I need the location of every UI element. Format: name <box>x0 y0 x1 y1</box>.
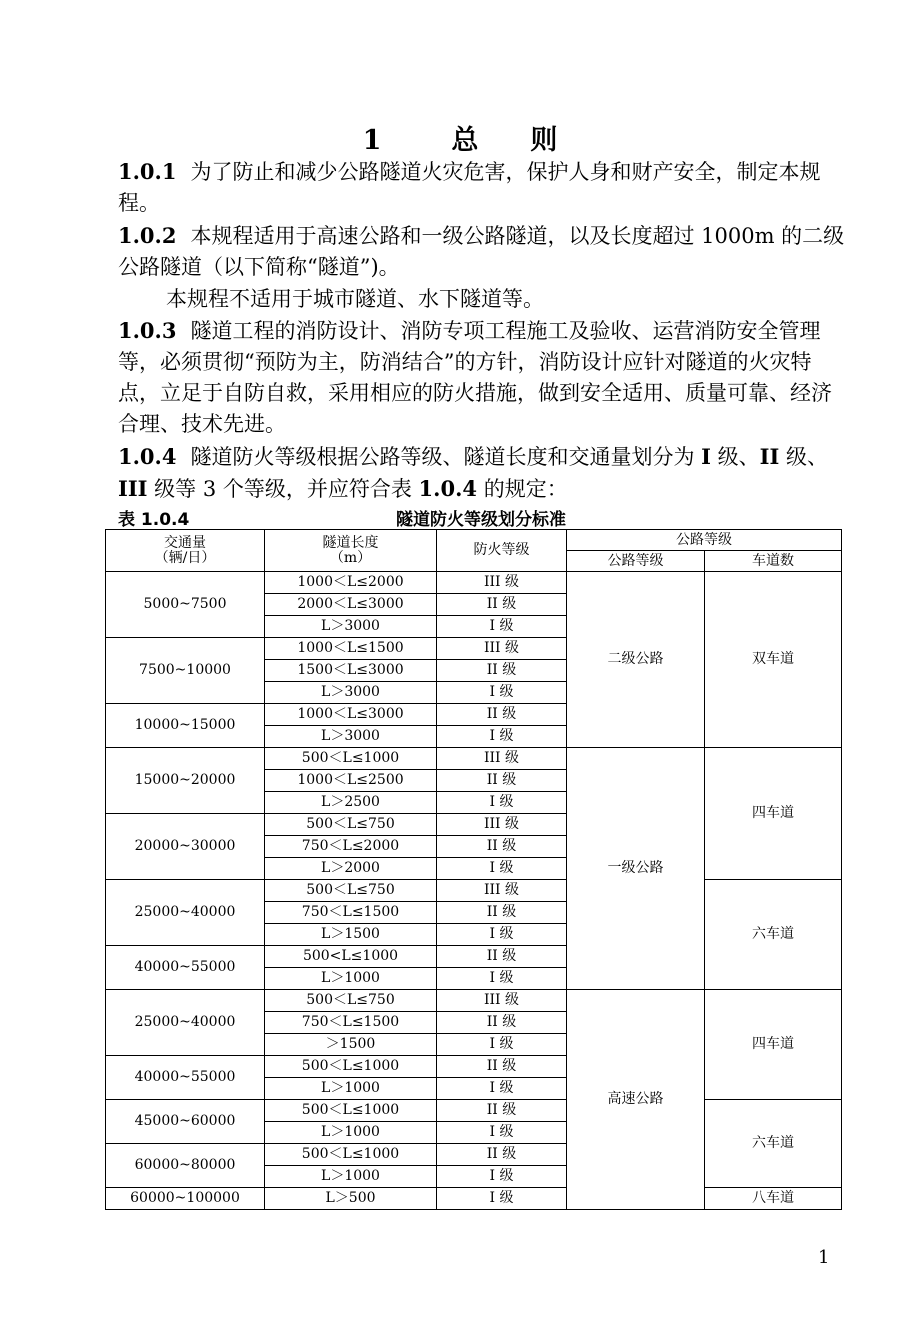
clause-text: 本规程不适用于城市隧道、水下隧道等。 <box>166 287 544 311</box>
lanes-cell: 六车道 <box>705 1100 842 1188</box>
section-title <box>0 118 920 157</box>
traffic-cell: 25000~40000 <box>106 880 265 946</box>
clause-text: 级、 <box>779 445 829 469</box>
clause-text: 本规程适用于高速公路和一级公路隧道，以及长度超过 1000m 的二级公路隧道（以下简称“隧道”)。 <box>118 224 845 279</box>
table-caption <box>118 505 848 529</box>
length-cell: L＞1000 <box>265 1166 437 1188</box>
length-cell: L＞2500 <box>265 792 437 814</box>
header-grade: 防火等级 <box>437 530 567 572</box>
length-cell: ＞1500 <box>265 1034 437 1056</box>
clause-text: 级等 3 个等级，并应符合表 <box>147 477 419 501</box>
table-title: 隧道防火等级划分标准 <box>396 510 566 530</box>
clause-1-0-3 <box>118 315 848 440</box>
header-length <box>265 530 437 572</box>
length-cell: 500＜L≤1000 <box>265 1144 437 1166</box>
length-cell: 1000＜L≤2500 <box>265 770 437 792</box>
clause-1-0-4 <box>118 441 848 505</box>
grade-cell: II 级 <box>437 836 567 858</box>
road-class-cell: 高速公路 <box>567 990 705 1210</box>
length-cell: 750＜L≤2000 <box>265 836 437 858</box>
grade-cell: II 级 <box>437 660 567 682</box>
length-cell: L＞1500 <box>265 924 437 946</box>
grade-cell: I 级 <box>437 1188 567 1210</box>
section-number: 1 <box>362 125 382 156</box>
grade-cell: I 级 <box>437 968 567 990</box>
length-cell: 2000＜L≤3000 <box>265 594 437 616</box>
grade-cell: II 级 <box>437 1100 567 1122</box>
traffic-cell: 60000~100000 <box>106 1188 265 1210</box>
length-cell: 500＜L≤1000 <box>265 1100 437 1122</box>
traffic-cell: 10000~15000 <box>106 704 265 748</box>
grade-cell: I 级 <box>437 616 567 638</box>
clause-text: 隧道防火等级根据公路等级、隧道长度和交通量划分为 <box>190 445 702 469</box>
clause-text: 为了防止和减少公路隧道火灾危害，保护人身和财产安全，制定本规程。 <box>118 160 821 215</box>
lanes-cell: 六车道 <box>705 880 842 990</box>
clause-number: 1.0.1 <box>118 159 177 184</box>
length-cell: 1000＜L≤1500 <box>265 638 437 660</box>
traffic-cell: 20000~30000 <box>106 814 265 880</box>
grade-ref: I <box>701 444 711 469</box>
length-cell: 500＜L≤750 <box>265 814 437 836</box>
grade-cell: III 级 <box>437 748 567 770</box>
grade-cell: I 级 <box>437 924 567 946</box>
title-char-2: 则 <box>530 125 558 156</box>
grade-cell: II 级 <box>437 1144 567 1166</box>
length-cell: L＞1000 <box>265 1122 437 1144</box>
header-lanes: 车道数 <box>705 551 842 572</box>
header-text: （辆/日） <box>154 549 216 566</box>
grade-ref: III <box>118 476 148 501</box>
traffic-cell: 15000~20000 <box>106 748 265 814</box>
length-cell: 500＜L≤750 <box>265 880 437 902</box>
table-ref: 1.0.4 <box>418 476 478 501</box>
header-road-class: 公路等级 <box>567 551 705 572</box>
clause-1-0-1 <box>118 156 848 219</box>
lanes-cell: 八车道 <box>705 1188 842 1210</box>
grade-cell: I 级 <box>437 682 567 704</box>
grade-cell: II 级 <box>437 946 567 968</box>
header-text: 隧道长度 <box>322 534 379 551</box>
traffic-cell: 45000~60000 <box>106 1100 265 1144</box>
length-cell: L＞3000 <box>265 682 437 704</box>
length-cell: L＞1000 <box>265 1078 437 1100</box>
grade-cell: III 级 <box>437 990 567 1012</box>
grade-cell: I 级 <box>437 1166 567 1188</box>
clause-number: 1.0.4 <box>118 444 177 469</box>
length-cell: L＞1000 <box>265 968 437 990</box>
grade-cell: III 级 <box>437 880 567 902</box>
header-road: 公路等级 <box>567 530 842 551</box>
road-class-cell: 二级公路 <box>567 572 705 748</box>
table-number: 表 1.0.4 <box>118 510 190 530</box>
header-traffic <box>106 530 265 572</box>
grade-cell: II 级 <box>437 1056 567 1078</box>
clause-text: 隧道工程的消防设计、消防专项工程施工及验收、运营消防安全管理等，必须贯彻“预防为主，防消结合”的方针，消防设计应针对隧道的火灾特点，立足于自防自救，采用相应的防火措施，做到安全适用、质量可靠、经济合理、技术先进。 <box>118 319 832 436</box>
grade-ref: II <box>759 444 780 469</box>
length-cell: 1000＜L≤3000 <box>265 704 437 726</box>
header-text: 交通量 <box>164 534 206 551</box>
grade-cell: I 级 <box>437 1078 567 1100</box>
road-class-cell: 一级公路 <box>567 748 705 990</box>
traffic-cell: 60000~80000 <box>106 1144 265 1188</box>
traffic-cell: 40000~55000 <box>106 1056 265 1100</box>
clause-1-0-2-note <box>118 284 848 315</box>
grade-cell: III 级 <box>437 638 567 660</box>
clause-1-0-2 <box>118 220 848 283</box>
grade-cell: I 级 <box>437 792 567 814</box>
clause-text: 的规定： <box>477 477 568 501</box>
length-cell: L＞3000 <box>265 616 437 638</box>
grade-cell: I 级 <box>437 1034 567 1056</box>
length-cell: 500＜L≤1000 <box>265 1056 437 1078</box>
length-cell: 750＜L≤1500 <box>265 1012 437 1034</box>
grade-cell: III 级 <box>437 814 567 836</box>
length-cell: 1500＜L≤3000 <box>265 660 437 682</box>
length-cell: L＞500 <box>265 1188 437 1210</box>
grade-cell: II 级 <box>437 902 567 924</box>
grade-cell: III 级 <box>437 572 567 594</box>
length-cell: 500＜L≤1000 <box>265 748 437 770</box>
lanes-cell: 四车道 <box>705 990 842 1100</box>
grade-cell: I 级 <box>437 726 567 748</box>
header-text: （m） <box>329 549 372 566</box>
title-char-1: 总 <box>451 125 479 156</box>
length-cell: 500<L≤1000 <box>265 946 437 968</box>
fire-grade-table <box>105 529 842 1210</box>
traffic-cell: 5000~7500 <box>106 572 265 638</box>
length-cell: L＞2000 <box>265 858 437 880</box>
traffic-cell: 25000~40000 <box>106 990 265 1056</box>
length-cell: L＞3000 <box>265 726 437 748</box>
grade-cell: II 级 <box>437 594 567 616</box>
traffic-cell: 7500~10000 <box>106 638 265 704</box>
lanes-cell: 四车道 <box>705 748 842 880</box>
clause-text: 级、 <box>710 445 760 469</box>
grade-cell: II 级 <box>437 1012 567 1034</box>
page-number: 1 <box>818 1247 830 1268</box>
grade-cell: I 级 <box>437 858 567 880</box>
length-cell: 750＜L≤1500 <box>265 902 437 924</box>
traffic-cell: 40000~55000 <box>106 946 265 990</box>
length-cell: 1000＜L≤2000 <box>265 572 437 594</box>
grade-cell: II 级 <box>437 704 567 726</box>
lanes-cell: 双车道 <box>705 572 842 748</box>
clause-number: 1.0.3 <box>118 318 177 343</box>
grade-cell: II 级 <box>437 770 567 792</box>
length-cell: 500＜L≤750 <box>265 990 437 1012</box>
clause-number: 1.0.2 <box>118 223 177 248</box>
grade-cell: I 级 <box>437 1122 567 1144</box>
